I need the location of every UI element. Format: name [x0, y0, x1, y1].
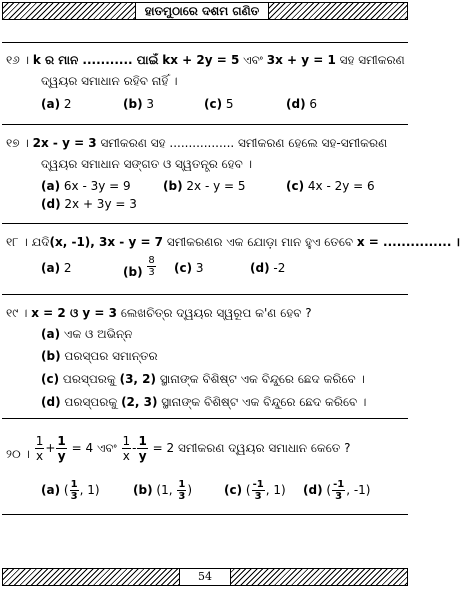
q18-option-c: (c) 3 — [174, 261, 204, 275]
q17-eq: 2x - y = 3 — [32, 136, 97, 150]
q20-frac4: $\frac{1}{y}$ — [138, 434, 147, 463]
divider-4 — [2, 418, 408, 419]
header-title: ହାତମୁଠାରେ ଦଶମ ଗଣିତ — [135, 3, 269, 19]
divider-2 — [2, 223, 408, 224]
q16-number: ୧୬ । — [6, 53, 30, 67]
q17-text-a: ସମୀକରଣ ସହ ................. ସମୀକରଣ ହେଲେ ସହ-ସମୀକରଣ — [100, 136, 388, 150]
q16-eq1: kx + 2y = 5 — [162, 53, 240, 67]
divider-1 — [2, 124, 408, 125]
q19-option-d: (d) ପରସ୍ପରକୁ (2, 3) ସ୍ଥାନାଙ୍କ ବିଶିଷ୍ଟ ଏକ ବିନ୍ଦୁରେ ଛେଦ କରିବେ । — [41, 395, 367, 409]
q18-line1 — [6, 233, 460, 250]
q18-point: (x, -1), 3x - y = 7 — [49, 235, 164, 249]
q20-frac1: $\frac{1}{x}$ — [35, 434, 44, 463]
q18-text-a: ଯଦି — [31, 235, 50, 249]
q20-option-a: (a) ( $\frac{1}{3}$ , 1) — [41, 479, 100, 502]
q20-and: ଏବଂ — [96, 441, 117, 455]
q16-text-b: ସହ ସମୀକରଣ — [339, 53, 405, 67]
q20-number: ୨୦ । — [6, 447, 30, 461]
header-rule — [2, 42, 408, 43]
page-number: 54 — [179, 569, 231, 585]
q20-eq4: = 4 — [71, 441, 94, 455]
q17-option-c: (c) 4x - 2y = 6 — [286, 179, 375, 193]
q17-option-d: (d) 2x + 3y = 3 — [41, 197, 137, 211]
q20-option-d: (d) ( $\frac{-1}{3}$ , -1) — [303, 479, 371, 502]
q20-eq2: = 2 — [152, 441, 175, 455]
q16-line2: ଦ୍ୱୟର ସମାଧାନ ରହିବ ନାହିଁ । — [41, 74, 178, 88]
header-band — [2, 2, 408, 20]
q20-frac3: $\frac{1}{x}$ — [122, 434, 131, 463]
q16-option-b: (b) 3 — [123, 97, 155, 111]
q16-line1 — [6, 53, 405, 68]
q20-line1: ୨୦ । $\frac{1}{x}$ + $\frac{1}{y}$ = 4 ଏବଂ $\frac{1}{x}$ - $\frac{1}{y}$ = 2 ସମୀକରଣ ଦ୍ୱୟର ସମାଧାନ କେତେ ? — [6, 434, 351, 463]
q19-number: ୧୯ । — [6, 306, 28, 320]
q19-option-b: (b) ପରସ୍ପର ସମାନ୍ତର — [41, 349, 158, 363]
q16-option-c: (c) 5 — [204, 97, 234, 111]
q18-xeq: x = ............... । — [356, 235, 460, 249]
q16-text-a: k ର ମାନ ........... ପାଇଁ — [32, 53, 159, 67]
q19-line1 — [6, 306, 312, 321]
q18-option-d: (d) -2 — [250, 261, 286, 275]
q18-option-b: (b) $\frac{8}{3}$ — [123, 255, 155, 279]
q18-number: ୧୮ । — [6, 235, 28, 249]
q16-eq2: 3x + y = 1 — [266, 53, 336, 67]
q18-text-b: ସମୀକରଣର ଏକ ଯୋଡ଼ା ମାନ ହୁଏ ତେବେ — [166, 235, 354, 249]
q19-text-a: ଲେଖଚିତ୍ର ଦ୍ୱୟର ସ୍ୱରୂପ କ'ଣ ହେବ ? — [120, 306, 312, 320]
q17-line2: ଦ୍ୱୟର ସମାଧାନ ସଙ୍ଗତ ଓ ସ୍ୱତନ୍ତ୍ର ହେବ । — [41, 157, 253, 171]
q17-number: ୧୭ । — [6, 136, 29, 150]
q18-option-a: (a) 2 — [41, 261, 72, 275]
q19-eq: x = 2 ଓ y = 3 — [31, 306, 117, 320]
q17-line1 — [6, 136, 387, 151]
footer-band — [2, 568, 408, 586]
divider-3 — [2, 294, 408, 295]
q19-option-a: (a) ଏକ ଓ ଅଭିନ୍ନ — [41, 327, 133, 341]
q20-option-b: (b) (1, $\frac{1}{3}$ ) — [133, 479, 193, 502]
q20-frac2: $\frac{1}{y}$ — [57, 434, 66, 463]
q16-option-a: (a) 2 — [41, 97, 72, 111]
q20-text: ସମୀକରଣ ଦ୍ୱୟର ସମାଧାନ କେତେ ? — [178, 441, 351, 455]
q16-and: ଏବଂ — [243, 53, 263, 67]
q16-option-d: (d) 6 — [286, 97, 318, 111]
divider-5 — [2, 514, 408, 515]
q19-option-c: (c) ପରସ୍ପରକୁ (3, 2) ସ୍ଥାନାଙ୍କ ବିଶିଷ୍ଟ ଏକ ବିନ୍ଦୁରେ ଛେଦ କରିବେ । — [41, 372, 365, 386]
q17-option-a: (a) 6x - 3y = 9 — [41, 179, 131, 193]
q17-option-b: (b) 2x - y = 5 — [163, 179, 246, 193]
q20-option-c: (c) ( $\frac{-1}{3}$ , 1) — [224, 479, 286, 502]
